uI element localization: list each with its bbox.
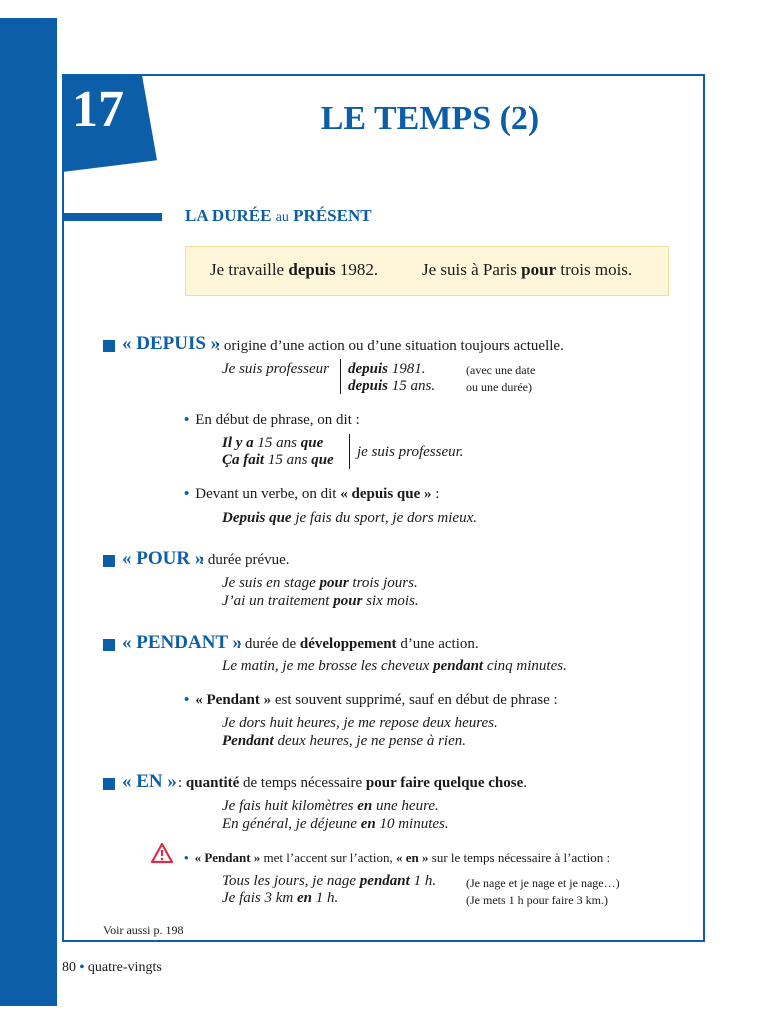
note-duration: ou une durée) <box>466 380 532 394</box>
example-depuis-date: depuis 1981. <box>348 361 426 377</box>
example-en-dejeune: En général, je déjeune en 10 minutes. <box>222 816 449 832</box>
sub-rule-pendant-supprime: • « Pendant » est souvent supprimé, sauf en début de phrase : <box>184 692 558 708</box>
square-bullet-icon <box>103 639 115 651</box>
section-title: LA DURÉE au PRÉSENT <box>185 206 372 225</box>
sub-rule-depuis-que: • Devant un verbe, on dit « depuis que » : <box>184 486 440 502</box>
page-footer: 80 • quatre-vingts <box>62 960 162 975</box>
example-nage-pendant: Tous les jours, je nage pendant 1 h. <box>222 873 437 889</box>
example-dors-huit-heures: Je dors huit heures, je me repose deux heures. <box>222 715 498 731</box>
note-date: (avec une date <box>466 363 536 377</box>
warning-rule-pendant-en: • « Pendant » met l’accent sur l’action, « en » sur le temps nécessaire à l’action : <box>184 850 611 865</box>
note-nage: (Je nage et je nage et je nage…) <box>466 876 620 890</box>
bullet-dot-icon: • <box>184 850 189 865</box>
example-km-en: Je fais 3 km en 1 h. <box>222 890 339 906</box>
chapter-title: LE TEMPS (2) <box>320 100 540 137</box>
page-spine <box>0 18 57 1006</box>
example-je-suis-professeur: je suis professeur. <box>357 444 464 460</box>
page-number: 80 <box>62 960 76 975</box>
summary-example-depuis: Je travaille depuis 1982. <box>210 260 379 279</box>
example-depuis-duration: depuis 15 ans. <box>348 378 436 394</box>
example-pour-stage: Je suis en stage pour trois jours. <box>222 575 418 591</box>
definition-en: : quantité de temps nécessaire pour faire quelque chose. <box>178 775 528 791</box>
page-number-words: quatre-vingts <box>87 960 162 975</box>
example-pendant-deux-heures: Pendant deux heures, je ne pense à rien. <box>222 733 466 749</box>
example-il-y-a: Il y a 15 ans que <box>222 435 324 451</box>
section-bar <box>62 213 162 221</box>
keyword-pendant: « PENDANT » <box>122 632 242 653</box>
sub-rule-debut-phrase: • En début de phrase, on dit : <box>184 412 360 428</box>
square-bullet-icon <box>103 340 115 352</box>
bullet-dot-icon: • <box>184 412 190 428</box>
definition-pour: : durée prévue. <box>200 552 290 568</box>
warning-triangle-icon <box>150 842 174 864</box>
bullet-dot-icon: • <box>184 692 190 708</box>
square-bullet-icon <box>103 778 115 790</box>
bullet-dot-icon: • <box>184 486 190 502</box>
note-mets-1h: (Je mets 1 h pour faire 3 km.) <box>466 893 608 907</box>
example-ca-fait: Ça fait 15 ans que <box>222 452 334 468</box>
summary-example-pour: Je suis à Paris pour trois mois. <box>422 260 633 279</box>
bracket-divider <box>340 359 341 394</box>
keyword-en: « EN » <box>122 771 177 792</box>
chapter-number: 17 <box>72 81 124 138</box>
definition-pendant: : durée de développement d’une action. <box>237 636 479 652</box>
example-en-kilometres: Je fais huit kilomètres en une heure. <box>222 798 439 814</box>
example-subject: Je suis professeur <box>222 361 329 377</box>
bracket-divider <box>349 434 350 469</box>
example-pendant-matin: Le matin, je me brosse les cheveux pendant cinq minutes. <box>222 658 567 674</box>
example-depuis-que: Depuis que je fais du sport, je dors mieux. <box>222 510 477 526</box>
see-also-reference: Voir aussi p. 198 <box>103 923 184 937</box>
keyword-depuis: « DEPUIS » <box>122 333 221 354</box>
keyword-pour: « POUR » <box>122 548 205 569</box>
square-bullet-icon <box>103 555 115 567</box>
example-pour-traitement: J’ai un traitement pour six mois. <box>222 593 419 609</box>
definition-depuis: : origine d’une action ou d’une situation toujours actuelle. <box>216 338 564 354</box>
